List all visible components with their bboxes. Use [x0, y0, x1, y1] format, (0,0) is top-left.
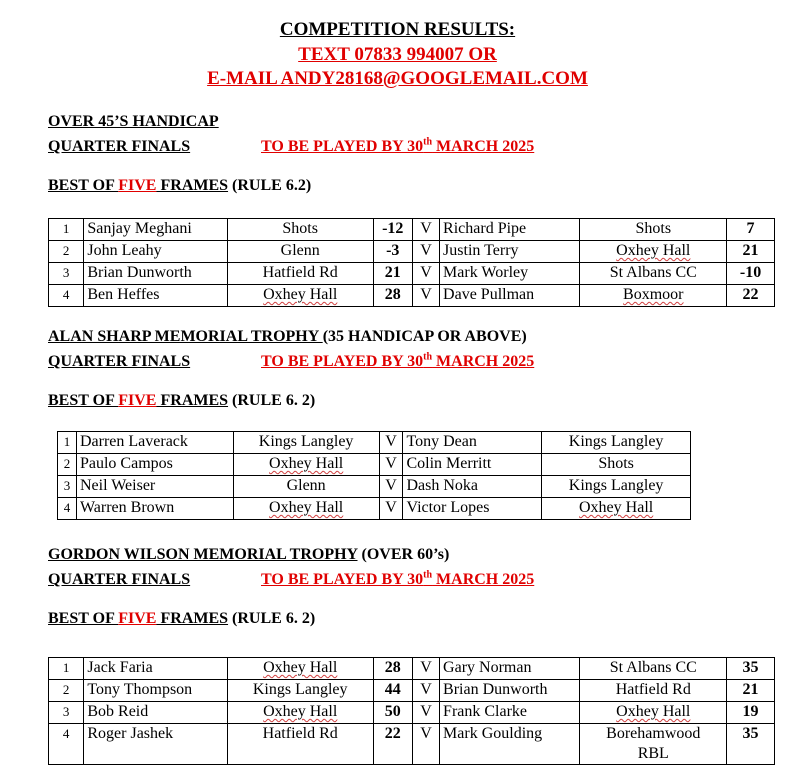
score-away: 22: [727, 285, 775, 307]
club-home: Shots: [227, 219, 373, 241]
player-home: John Leahy: [84, 241, 228, 263]
club-away: St Albans CC: [580, 658, 727, 680]
table-row: [49, 658, 775, 680]
section1-frames: BEST OF FIVE FRAMES (RULE 6.2): [48, 177, 312, 194]
section2-round-line: [48, 348, 534, 372]
player-home: Ben Heffes: [84, 285, 228, 307]
club-away: Kings Langley: [542, 432, 691, 454]
section2-table: [57, 431, 691, 520]
section3-deadline: TO BE PLAYED BY 30th MARCH 2025: [261, 570, 535, 589]
club-away: Hatfield Rd: [580, 680, 727, 702]
score-away: 21: [727, 680, 775, 702]
section3-title: GORDON WILSON MEMORIAL TROPHY (OVER 60’s): [48, 546, 450, 563]
player-home: Tony Thompson: [84, 680, 228, 702]
player-home: Paulo Campos: [76, 454, 233, 476]
section1-table: [48, 218, 775, 307]
club-home: Kings Langley: [227, 680, 373, 702]
section2-round: QUARTER FINALS: [48, 353, 191, 371]
section1-round-line: [48, 133, 534, 157]
club-home: Oxhey Hall: [233, 454, 379, 476]
player-home: Darren Laverack: [76, 432, 233, 454]
versus: V: [379, 498, 403, 520]
club-home: Oxhey Hall: [227, 702, 373, 724]
row-number: 3: [58, 476, 77, 498]
score-home: 21: [373, 263, 413, 285]
versus: V: [413, 724, 440, 765]
player-away: Brian Dunworth: [440, 680, 580, 702]
player-home: Brian Dunworth: [84, 263, 228, 285]
section3-round: QUARTER FINALS: [48, 571, 191, 589]
row-number: 3: [49, 263, 84, 285]
player-home: Sanjay Meghani: [84, 219, 228, 241]
table-row: [49, 702, 775, 724]
club-away: St Albans CC: [580, 263, 727, 285]
score-home: 28: [373, 285, 413, 307]
table-row: [49, 219, 775, 241]
table-row: [49, 285, 775, 307]
row-number: 4: [49, 285, 84, 307]
versus: V: [413, 241, 440, 263]
club-away: Boxmoor: [580, 285, 727, 307]
versus: V: [413, 263, 440, 285]
club-home: Hatfield Rd: [227, 263, 373, 285]
table-row: [49, 680, 775, 702]
versus: V: [379, 432, 403, 454]
score-away: 7: [727, 219, 775, 241]
versus: V: [413, 680, 440, 702]
player-home: Bob Reid: [84, 702, 228, 724]
club-away: Oxhey Hall: [580, 702, 727, 724]
club-away: Shots: [580, 219, 727, 241]
player-away: Dash Noka: [403, 476, 542, 498]
score-away: -10: [727, 263, 775, 285]
row-number: 3: [49, 702, 84, 724]
section3-frames: BEST OF FIVE FRAMES (RULE 6. 2): [48, 610, 316, 627]
table-row: [58, 432, 691, 454]
row-number: 1: [49, 658, 84, 680]
club-home: Glenn: [227, 241, 373, 263]
section1-title: OVER 45’S HANDICAP: [48, 113, 219, 130]
club-home: Kings Langley: [233, 432, 379, 454]
table-row: [49, 263, 775, 285]
score-home: -12: [373, 219, 413, 241]
player-away: Justin Terry: [440, 241, 580, 263]
score-home: 50: [373, 702, 413, 724]
club-home: Oxhey Hall: [233, 498, 379, 520]
player-away: Mark Goulding: [440, 724, 580, 765]
score-home: -3: [373, 241, 413, 263]
player-home: Jack Faria: [84, 658, 228, 680]
row-number: 1: [49, 219, 84, 241]
club-away: Shots: [542, 454, 691, 476]
row-number: 4: [49, 724, 84, 765]
player-away: Tony Dean: [403, 432, 542, 454]
score-home: 28: [373, 658, 413, 680]
section3-table: [48, 657, 775, 765]
player-away: Gary Norman: [440, 658, 580, 680]
score-home: 44: [373, 680, 413, 702]
section1-round: QUARTER FINALS: [48, 138, 191, 156]
row-number: 4: [58, 498, 77, 520]
score-away: 35: [727, 658, 775, 680]
club-away: Oxhey Hall: [542, 498, 691, 520]
club-home: Oxhey Hall: [227, 658, 373, 680]
versus: V: [413, 658, 440, 680]
section1-deadline: TO BE PLAYED BY 30th MARCH 2025: [261, 137, 535, 156]
club-away: Oxhey Hall: [580, 241, 727, 263]
row-number: 2: [58, 454, 77, 476]
text-contact[interactable]: TEXT 07833 994007 OR: [298, 44, 497, 65]
player-away: Colin Merritt: [403, 454, 542, 476]
player-home: Roger Jashek: [84, 724, 228, 765]
table-row: [58, 476, 691, 498]
versus: V: [413, 285, 440, 307]
versus: V: [413, 702, 440, 724]
results-heading: COMPETITION RESULTS:: [279, 19, 516, 40]
table-row: [58, 498, 691, 520]
table-row: [49, 724, 775, 765]
player-home: Warren Brown: [76, 498, 233, 520]
email-contact[interactable]: E-MAIL ANDY28168@GOOGLEMAIL.COM: [207, 68, 588, 89]
club-home: Glenn: [233, 476, 379, 498]
player-away: Dave Pullman: [440, 285, 580, 307]
row-number: 2: [49, 241, 84, 263]
player-away: Victor Lopes: [403, 498, 542, 520]
score-home: 22: [373, 724, 413, 765]
row-number: 1: [58, 432, 77, 454]
player-home: Neil Weiser: [76, 476, 233, 498]
versus: V: [379, 476, 403, 498]
table-row: [49, 241, 775, 263]
player-away: Richard Pipe: [440, 219, 580, 241]
club-away: Borehamwood RBL: [580, 724, 727, 765]
player-away: Mark Worley: [440, 263, 580, 285]
section3-round-line: [48, 566, 534, 590]
score-away: 19: [727, 702, 775, 724]
section2-frames: BEST OF FIVE FRAMES (RULE 6. 2): [48, 392, 316, 409]
row-number: 2: [49, 680, 84, 702]
table-row: [58, 454, 691, 476]
versus: V: [379, 454, 403, 476]
club-away: Kings Langley: [542, 476, 691, 498]
versus: V: [413, 219, 440, 241]
player-away: Frank Clarke: [440, 702, 580, 724]
section2-title: ALAN SHARP MEMORIAL TROPHY (35 HANDICAP OR ABOVE): [48, 328, 527, 345]
club-home: Hatfield Rd: [227, 724, 373, 765]
club-home: Oxhey Hall: [227, 285, 373, 307]
score-away: 21: [727, 241, 775, 263]
section2-deadline: TO BE PLAYED BY 30th MARCH 2025: [261, 352, 535, 371]
score-away: 35: [727, 724, 775, 765]
